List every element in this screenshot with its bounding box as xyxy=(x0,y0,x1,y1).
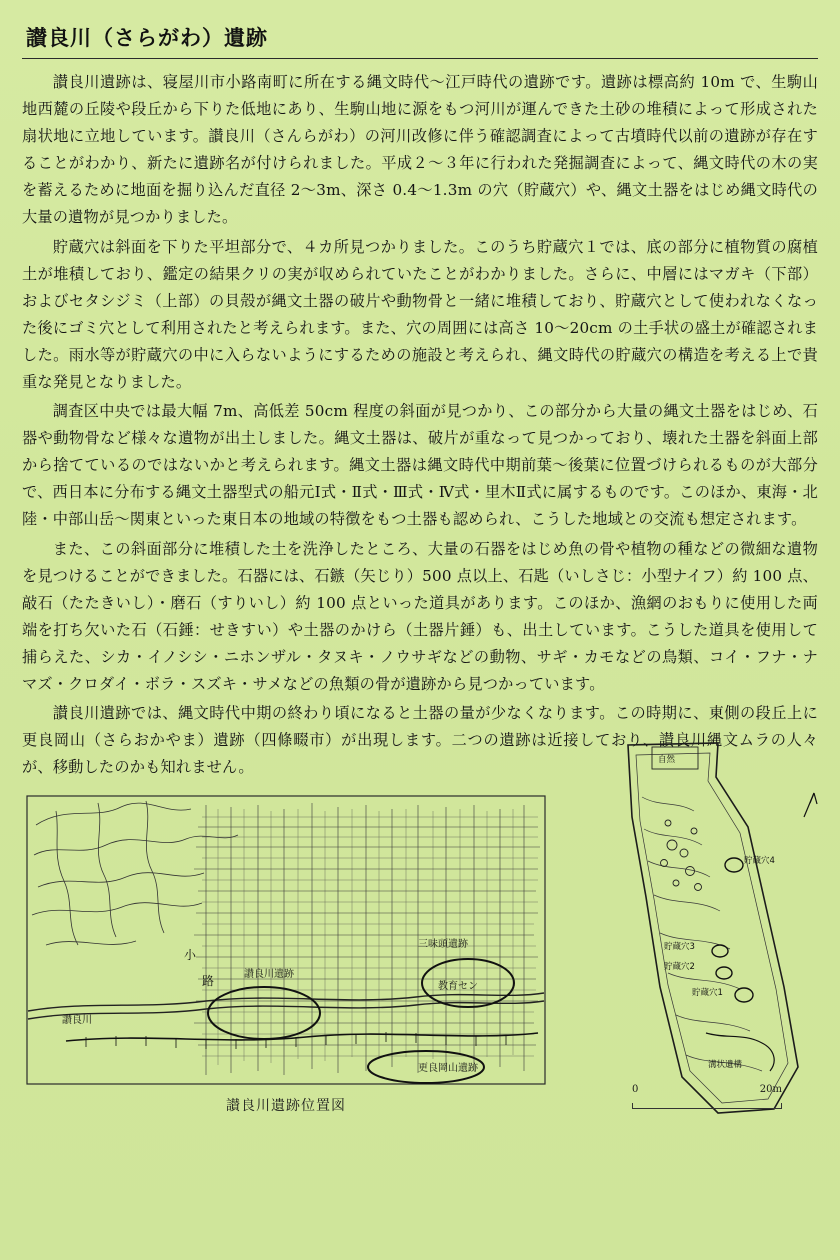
site-plan-label-ditch: 溝状遺構 xyxy=(708,1060,743,1071)
scalebar-end-label: 20m xyxy=(759,1084,782,1096)
paragraph-5: 讃良川遺跡では、縄文時代中期の終わり頃になると土器の量が少なくなります。この時期に、東側の段丘上に更良岡山（さらおかやま）遺跡（四條畷市）が出現します。二つの遺跡は近接しており、讃良川縄文ムラの人々が、移動したのかも知れません。 xyxy=(22,704,818,777)
site-plan-figure xyxy=(598,737,833,1117)
site-plan-label-shizen: 自然 xyxy=(658,755,676,766)
scalebar-start-label: 0 xyxy=(632,1084,639,1096)
site-plan-label-pit1: 貯蔵穴1 xyxy=(692,988,723,999)
map-label-ji: 路 xyxy=(202,974,215,989)
map-label-sarakawa-river: 讃良川 xyxy=(62,1015,92,1027)
location-map-figure xyxy=(26,795,546,1115)
map-label-samimi-site: 三味頭遺跡 xyxy=(418,939,468,951)
figure-area xyxy=(22,755,818,1117)
map-label-education-center: 教育セン xyxy=(438,981,478,993)
site-plan-label-pit4: 貯蔵穴4 xyxy=(744,856,775,867)
article-body xyxy=(22,69,818,781)
paragraph-3: 調査区中央では最大幅 7m、高低差 50cm 程度の斜面が見つかり、この部分から大量の縄文土器をはじめ、石器や動物骨など様々な遺物が出土しました。縄文土器は、破片が重なって見つかっており、壊れた土器を斜面上部から捨てているのではないかと考えられます。縄文土器は縄文時代中期前葉〜後葉に位置づけられるものが大部分で、西日本に分布する縄文土器型式の船元Ⅰ式・Ⅱ式・Ⅲ式・Ⅳ式・里木Ⅱ式に属するものです。このほか、東海・北陸・中部山岳〜関東といった東日本の地域の特徴をもつ土器も認められ、こうした地域との交流も想定されます。 xyxy=(22,402,818,529)
title-divider xyxy=(22,58,818,59)
paragraph-1: 讃良川遺跡は、寝屋川市小路南町に所在する縄文時代〜江戸時代の遺跡です。遺跡は標高約 10m で、生駒山地西麓の丘陵や段丘から下りた低地にあり、生駒山地に源をもつ河川が運んできた土砂の堆積によって形成された扇状地に立地しています。讃良川（さんらがわ）の河川改修に伴う確認調査によって古墳時代以前の遺跡が存在することがわかり、新たに遺跡名が付けられました。平成２〜３年に行われた発掘調査によって、縄文時代の木の実を蓄えるために地面を掘り込んだ直径 2〜3m、深さ 0.4〜1.3m の穴（貯蔵穴）や、縄文土器をはじめ縄文時代の大量の遺物が見つかりました。 xyxy=(22,73,818,227)
map-label-saraokayama-site: 更良岡山遺跡 xyxy=(418,1063,478,1075)
site-plan-label-pit2: 貯蔵穴2 xyxy=(664,962,695,973)
location-map-caption: 讃良川遺跡位置図 xyxy=(226,1098,346,1115)
map-label-sarakawa-site: 讃良川遺跡 xyxy=(244,969,294,981)
paragraph-4: また、この斜面部分に堆積した土を洗浄したところ、大量の石器をはじめ魚の骨や植物の種などの微細な遺物を見つけることができました。石器には、石鏃（矢じり）500 点以上、石匙（いしさじ：小型ナイフ）約 100 点、敲石（たたきいし）・磨石（すりいし）約 100 点といった道具があります。このほか、漁網のおもりに使用した両端を打ち欠いた石（石錘：せきすい）や土器のかけら（土器片錘）も、出土しています。こうした道具を使用して捕らえた、シカ・イノシシ・ニホンザル・タヌキ・ノウサギなどの動物、サギ・カモなどの鳥類、コイ・フナ・ナマズ・クロダイ・ボラ・スズキ・サメなどの魚類の骨が遺跡から見つかっています。 xyxy=(22,539,818,693)
location-map-svg xyxy=(26,795,546,1085)
site-plan-label-pit3: 貯蔵穴3 xyxy=(664,942,695,953)
map-label-sho: 小 xyxy=(184,948,197,963)
site-plan-svg xyxy=(598,737,833,1117)
site-plan-scalebar xyxy=(632,1084,782,1109)
paragraph-2: 貯蔵穴は斜面を下りた平坦部分で、４カ所見つかりました。このうち貯蔵穴１では、底の部分に植物質の腐植土が堆積しており、鑑定の結果クリの実が収められていたことがわかりました。さらに、中層にはマガキ（下部）およびセタシジミ（上部）の貝殻が縄文土器の破片や動物骨と一緒に堆積しており、貯蔵穴として使われなくなった後にゴミ穴として利用されたと考えられます。また、穴の周囲には高さ 10〜20cm の土手状の盛土が確認されました。雨水等が貯蔵穴の中に入らないようにするための施設と考えられ、縄文時代の貯蔵穴の構造を考える上で貴重な発見となりました。 xyxy=(22,237,818,391)
page-title: 讃良川（さらがわ）遺跡 xyxy=(26,25,268,50)
scalebar-bar xyxy=(632,1103,782,1109)
